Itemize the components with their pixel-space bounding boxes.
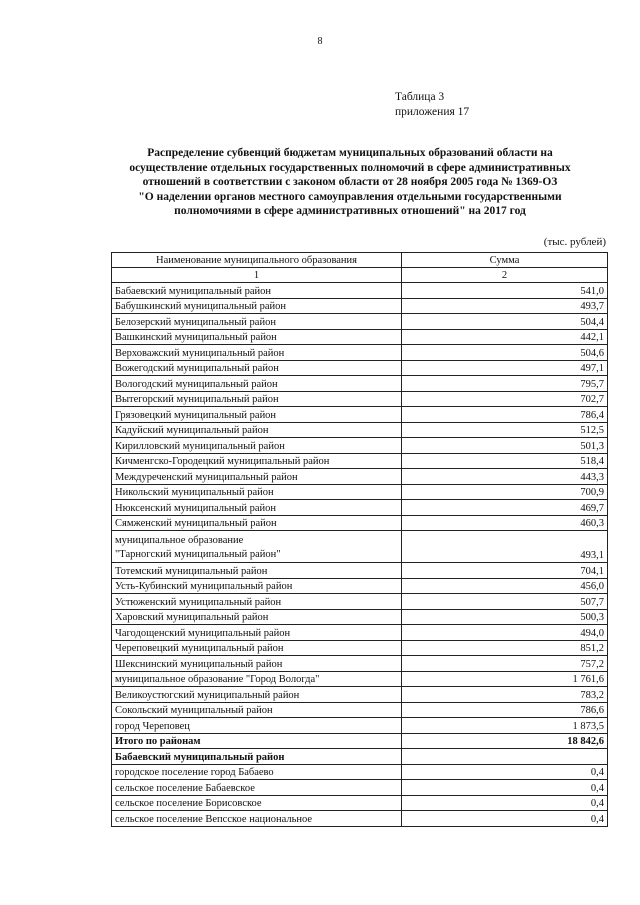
title-line: Распределение субвенций бюджетам муниципальных образований области на <box>147 147 553 159</box>
row-name: муниципальное образование "Город Вологда" <box>112 671 402 687</box>
caption-table-number: Таблица 3 <box>395 91 445 103</box>
row-name: Сокольский муниципальный район <box>112 702 402 718</box>
row-name: Великоустюгский муниципальный район <box>112 687 402 703</box>
row-sum: 456,0 <box>402 578 608 594</box>
row-name: сельское поселение Борисовское <box>112 795 402 811</box>
table-row <box>112 656 608 672</box>
row-sum: 786,6 <box>402 702 608 718</box>
row-sum: 851,2 <box>402 640 608 656</box>
section-row <box>112 749 608 765</box>
row-sum: 704,1 <box>402 563 608 579</box>
row-sum: 504,6 <box>402 345 608 361</box>
row-name: Вашкинский муниципальный район <box>112 329 402 345</box>
title-line: полномочиями в сфере административных отношений" на 2017 год <box>174 205 526 217</box>
table-row <box>112 640 608 656</box>
row-name: город Череповец <box>112 718 402 734</box>
row-sum: 786,4 <box>402 407 608 423</box>
row-sum: 494,0 <box>402 625 608 641</box>
table-row <box>112 453 608 469</box>
section-label: Бабаевский муниципальный район <box>112 749 402 765</box>
table-row <box>112 609 608 625</box>
column-number-row <box>112 268 608 283</box>
table-caption <box>395 90 469 120</box>
row-sum: 0,4 <box>402 795 608 811</box>
row-sum: 757,2 <box>402 656 608 672</box>
page-number: 8 <box>317 36 323 47</box>
row-name: Белозерский муниципальный район <box>112 314 402 330</box>
table-row <box>112 764 608 780</box>
row-name: Шекснинский муниципальный район <box>112 656 402 672</box>
row-name: Кичменгско-Городецкий муниципальный район <box>112 453 402 469</box>
table-row <box>112 469 608 485</box>
table-row <box>112 811 608 827</box>
table-row <box>112 702 608 718</box>
table-row <box>112 298 608 314</box>
header-row <box>112 253 608 268</box>
row-name: Кирилловский муниципальный район <box>112 438 402 454</box>
row-name: Верховажский муниципальный район <box>112 345 402 361</box>
row-name: Устюженский муниципальный район <box>112 594 402 610</box>
row-name <box>112 531 402 563</box>
row-sum: 0,4 <box>402 811 608 827</box>
row-name: сельское поселение Вепсское национальное <box>112 811 402 827</box>
row-name: Вытегорский муниципальный район <box>112 391 402 407</box>
row-name: Усть-Кубинский муниципальный район <box>112 578 402 594</box>
total-sum: 18 842,6 <box>402 733 608 749</box>
row-name: Бабаевский муниципальный район <box>112 283 402 299</box>
total-label: Итого по районам <box>112 733 402 749</box>
row-sum: 500,3 <box>402 609 608 625</box>
row-sum: 497,1 <box>402 360 608 376</box>
row-sum: 493,1 <box>402 531 608 563</box>
row-sum: 700,9 <box>402 484 608 500</box>
table-row <box>112 594 608 610</box>
row-sum: 442,1 <box>402 329 608 345</box>
subvention-table <box>111 252 608 827</box>
row-sum: 518,4 <box>402 453 608 469</box>
row-name-line2: "Тарногский муниципальный район" <box>115 549 281 560</box>
row-name: Бабушкинский муниципальный район <box>112 298 402 314</box>
row-sum: 469,7 <box>402 500 608 516</box>
row-sum: 443,3 <box>402 469 608 485</box>
row-name: Чагодощенский муниципальный район <box>112 625 402 641</box>
row-name: городское поселение город Бабаево <box>112 764 402 780</box>
row-name: Тотемский муниципальный район <box>112 563 402 579</box>
row-sum: 501,3 <box>402 438 608 454</box>
row-sum: 783,2 <box>402 687 608 703</box>
row-sum: 541,0 <box>402 283 608 299</box>
table-row <box>112 531 608 563</box>
table-row <box>112 484 608 500</box>
column-header-name: Наименование муниципального образования <box>112 253 402 268</box>
table-row <box>112 329 608 345</box>
table-row <box>112 391 608 407</box>
table-row <box>112 625 608 641</box>
document-title <box>110 146 590 219</box>
row-name: Грязовецкий муниципальный район <box>112 407 402 423</box>
table-row <box>112 687 608 703</box>
row-name: сельское поселение Бабаевское <box>112 780 402 796</box>
row-sum: 493,7 <box>402 298 608 314</box>
row-name: Вожегодский муниципальный район <box>112 360 402 376</box>
row-sum: 512,5 <box>402 422 608 438</box>
row-name: Кадуйский муниципальный район <box>112 422 402 438</box>
total-row <box>112 733 608 749</box>
column-header-sum: Сумма <box>402 253 608 268</box>
table-row <box>112 795 608 811</box>
row-sum: 795,7 <box>402 376 608 392</box>
row-name-line1: муниципальное образование <box>115 535 244 546</box>
table-row <box>112 314 608 330</box>
column-number-name: 1 <box>112 268 402 283</box>
table-row <box>112 780 608 796</box>
row-sum: 460,3 <box>402 515 608 531</box>
caption-appendix: приложения 17 <box>395 106 470 118</box>
title-line: осуществление отдельных государственных полномочий в сфере административных <box>129 161 571 174</box>
column-number-sum: 2 <box>402 268 608 283</box>
table-row <box>112 438 608 454</box>
title-line: отношений в соответствии с законом области от 28 ноября 2005 года № 1369-ОЗ <box>142 176 558 188</box>
row-sum: 504,4 <box>402 314 608 330</box>
row-name: Междуреченский муниципальный район <box>112 469 402 485</box>
table-row <box>112 422 608 438</box>
table-row <box>112 578 608 594</box>
row-sum: 1 761,6 <box>402 671 608 687</box>
title-line: "О наделении органов местного самоуправления отдельными государственными <box>138 190 562 203</box>
row-name: Харовский муниципальный район <box>112 609 402 625</box>
row-name: Нюксенский муниципальный район <box>112 500 402 516</box>
row-name: Череповецкий муниципальный район <box>112 640 402 656</box>
row-name: Никольский муниципальный район <box>112 484 402 500</box>
row-sum: 702,7 <box>402 391 608 407</box>
row-sum: 0,4 <box>402 780 608 796</box>
row-sum: 507,7 <box>402 594 608 610</box>
table-row <box>112 360 608 376</box>
table-row <box>112 515 608 531</box>
table-row <box>112 345 608 361</box>
section-sum-empty <box>402 749 608 765</box>
row-name: Сямженский муниципальный район <box>112 515 402 531</box>
table-row <box>112 283 608 299</box>
table-row <box>112 563 608 579</box>
table-row <box>112 718 608 734</box>
row-name: Вологодский муниципальный район <box>112 376 402 392</box>
units-note: (тыс. рублей) <box>543 236 606 248</box>
table-row <box>112 376 608 392</box>
table-row <box>112 671 608 687</box>
row-sum: 1 873,5 <box>402 718 608 734</box>
table-row <box>112 407 608 423</box>
row-sum: 0,4 <box>402 764 608 780</box>
table-row <box>112 500 608 516</box>
